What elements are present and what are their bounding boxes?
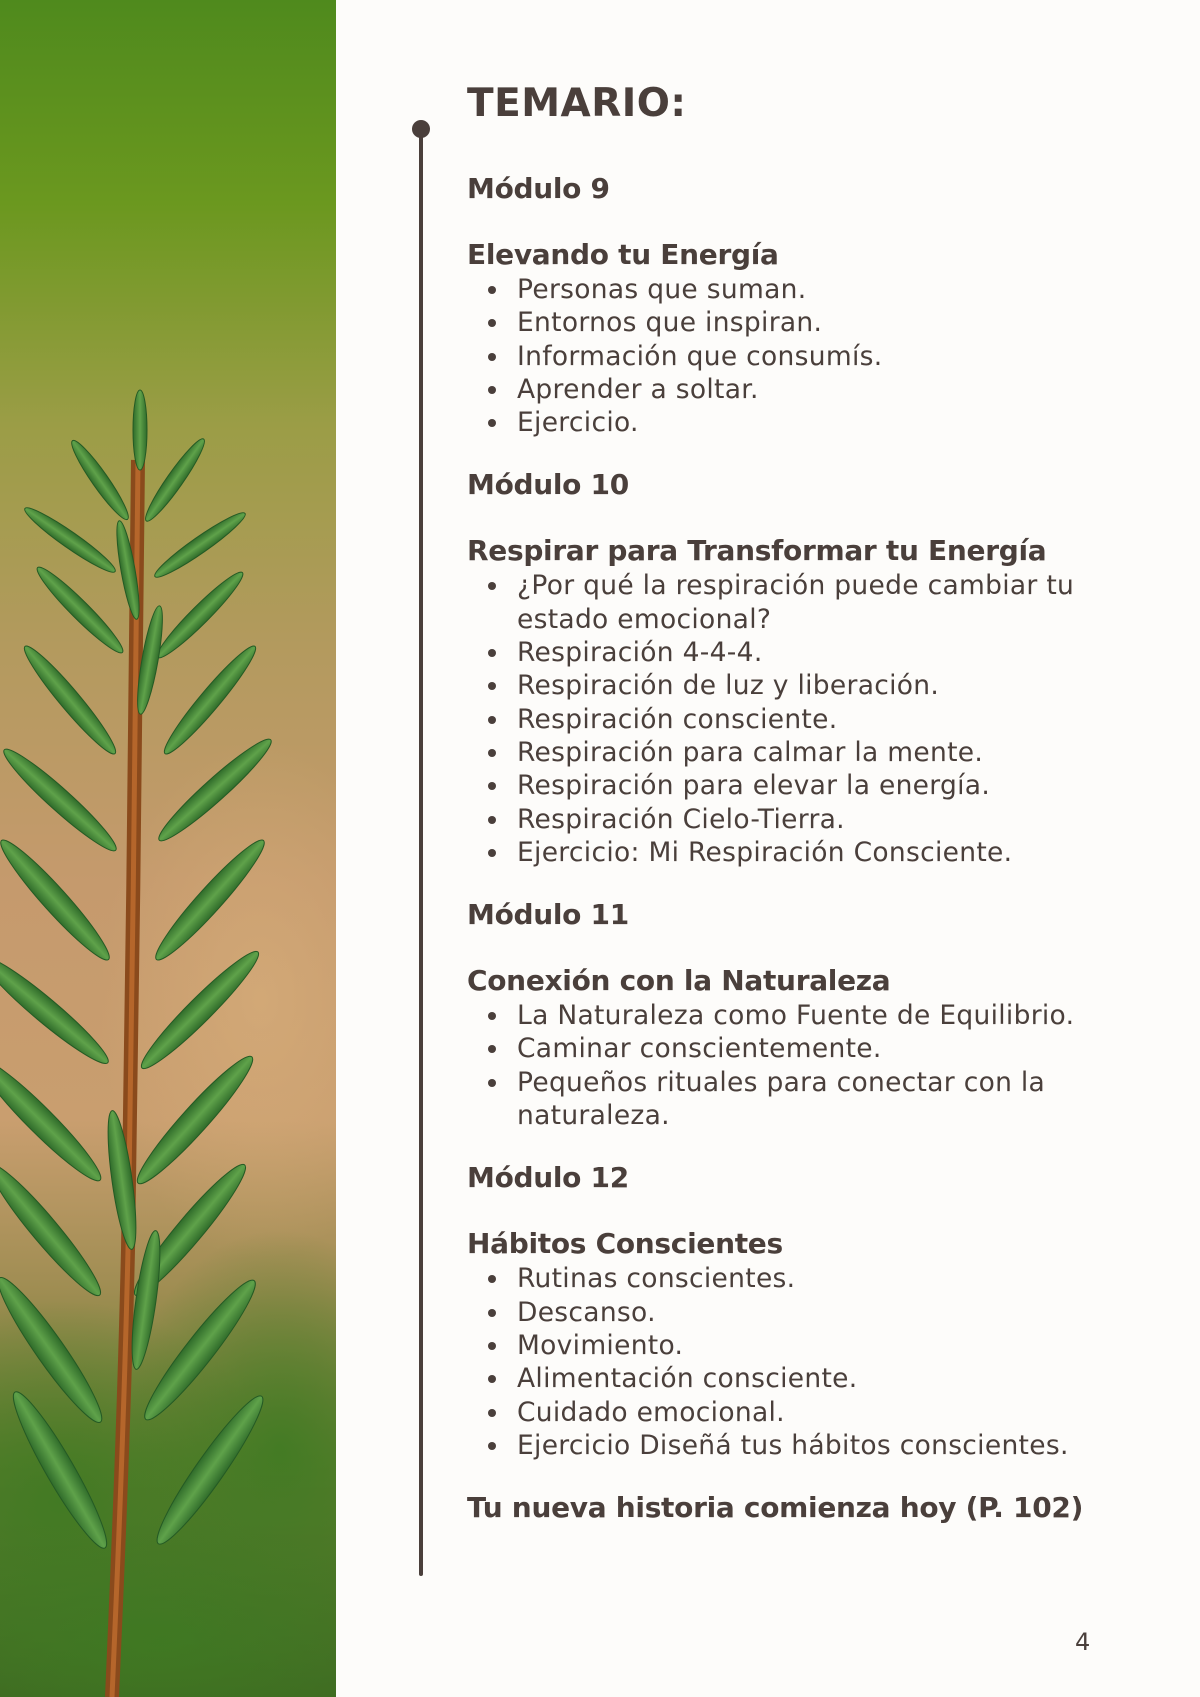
bullet-icon — [488, 353, 496, 361]
module-title: Conexión con la Naturaleza — [467, 964, 891, 998]
list-item — [467, 736, 1107, 769]
list-item-text: Descanso. — [517, 1296, 656, 1328]
list-item-text: Caminar conscientemente. — [517, 1033, 882, 1065]
bullet-icon — [488, 749, 496, 757]
module-9-section — [467, 171, 1107, 439]
list-item-text: Respiración para elevar la energía. — [517, 770, 991, 802]
list-item — [467, 636, 1107, 669]
bullet-icon — [488, 1442, 496, 1450]
closing-line: Tu nueva historia comienza hoy (P. 102) — [467, 1491, 1084, 1525]
list-item — [467, 836, 1107, 869]
timeline-line — [419, 124, 423, 1576]
list-item — [467, 373, 1107, 406]
module-title: Elevando tu Energía — [467, 238, 779, 271]
list-item-text: Cuidado emocional. — [517, 1396, 785, 1428]
module-label: Módulo 11 — [467, 898, 629, 932]
list-item-text: ¿Por qué la respiración puede cambiar tu estado emocional? — [517, 570, 1075, 635]
bullet-icon — [488, 1045, 496, 1053]
bullet-icon — [488, 1375, 496, 1383]
module-10-section — [467, 467, 1107, 869]
topic-list — [467, 1262, 1107, 1462]
list-item — [467, 1429, 1107, 1462]
bullet-icon — [488, 286, 496, 294]
module-label: Módulo 9 — [467, 172, 610, 205]
list-item — [467, 406, 1107, 439]
module-title: Hábitos Conscientes — [467, 1227, 783, 1261]
bullet-icon — [488, 419, 496, 427]
list-item-text: Respiración 4-4-4. — [517, 637, 763, 669]
page-number: 4 — [1075, 1628, 1091, 1656]
bullet-icon — [488, 386, 496, 394]
list-item — [467, 803, 1107, 836]
list-item — [467, 999, 1107, 1032]
module-11-section — [467, 897, 1107, 1132]
list-item — [467, 306, 1107, 339]
list-item-text: Aprender a soltar. — [517, 373, 759, 405]
bullet-icon — [488, 582, 496, 590]
timeline-dot — [412, 120, 430, 138]
bullet-icon — [488, 849, 496, 857]
list-item — [467, 1032, 1107, 1065]
list-item-text: Rutinas conscientes. — [517, 1263, 796, 1295]
bullet-icon — [488, 782, 496, 790]
list-item — [467, 669, 1107, 702]
list-item — [467, 1262, 1107, 1295]
list-item-text: Respiración Cielo-Tierra. — [517, 803, 845, 835]
list-item — [467, 1362, 1107, 1395]
list-item-text: Respiración para calmar la mente. — [517, 736, 984, 768]
bullet-icon — [488, 319, 496, 327]
list-item — [467, 273, 1107, 306]
pine-branch-photo — [0, 0, 336, 1697]
bullet-icon — [488, 1012, 496, 1020]
module-label: Módulo 12 — [467, 1161, 629, 1195]
list-item — [467, 569, 1107, 636]
topic-list — [467, 999, 1107, 1132]
list-item-text: Movimiento. — [517, 1329, 684, 1361]
module-12-section — [467, 1160, 1107, 1462]
list-item-text: Respiración de luz y liberación. — [517, 670, 940, 702]
bullet-icon — [488, 1079, 496, 1087]
list-item — [467, 1296, 1107, 1329]
list-item-text: Ejercicio. — [517, 407, 639, 439]
bullet-icon — [488, 1342, 496, 1350]
bullet-icon — [488, 716, 496, 724]
list-item — [467, 340, 1107, 373]
list-item-text: Alimentación consciente. — [517, 1363, 858, 1395]
list-item — [467, 1329, 1107, 1362]
bullet-icon — [488, 1409, 496, 1417]
module-label: Módulo 10 — [467, 468, 629, 502]
bullet-icon — [488, 682, 496, 690]
pine-branch-icon — [0, 0, 336, 1697]
topic-list — [467, 273, 1107, 439]
list-item-text: Entornos que inspiran. — [517, 307, 823, 339]
list-item — [467, 769, 1107, 802]
list-item-text: Información que consumís. — [517, 340, 883, 372]
list-item-text: Respiración consciente. — [517, 703, 838, 735]
list-item — [467, 1396, 1107, 1429]
page-title: TEMARIO: — [467, 81, 687, 126]
list-item — [467, 703, 1107, 736]
list-item-text: Ejercicio: Mi Respiración Consciente. — [517, 836, 1013, 868]
list-item — [467, 1066, 1107, 1133]
list-item-text: Ejercicio Diseñá tus hábitos conscientes. — [517, 1429, 1069, 1461]
bullet-icon — [488, 1309, 496, 1317]
list-item-text: Pequeños rituales para conectar con la naturaleza. — [517, 1066, 1046, 1132]
bullet-icon — [488, 649, 496, 657]
bullet-icon — [488, 1275, 496, 1283]
module-title: Respirar para Transformar tu Energía — [467, 534, 1047, 568]
list-item-text: La Naturaleza como Fuente de Equilibrio. — [517, 1000, 1075, 1032]
syllabus-content — [467, 76, 1107, 1526]
bullet-icon — [488, 816, 496, 824]
list-item-text: Personas que suman. — [517, 274, 807, 305]
topic-list — [467, 569, 1107, 869]
